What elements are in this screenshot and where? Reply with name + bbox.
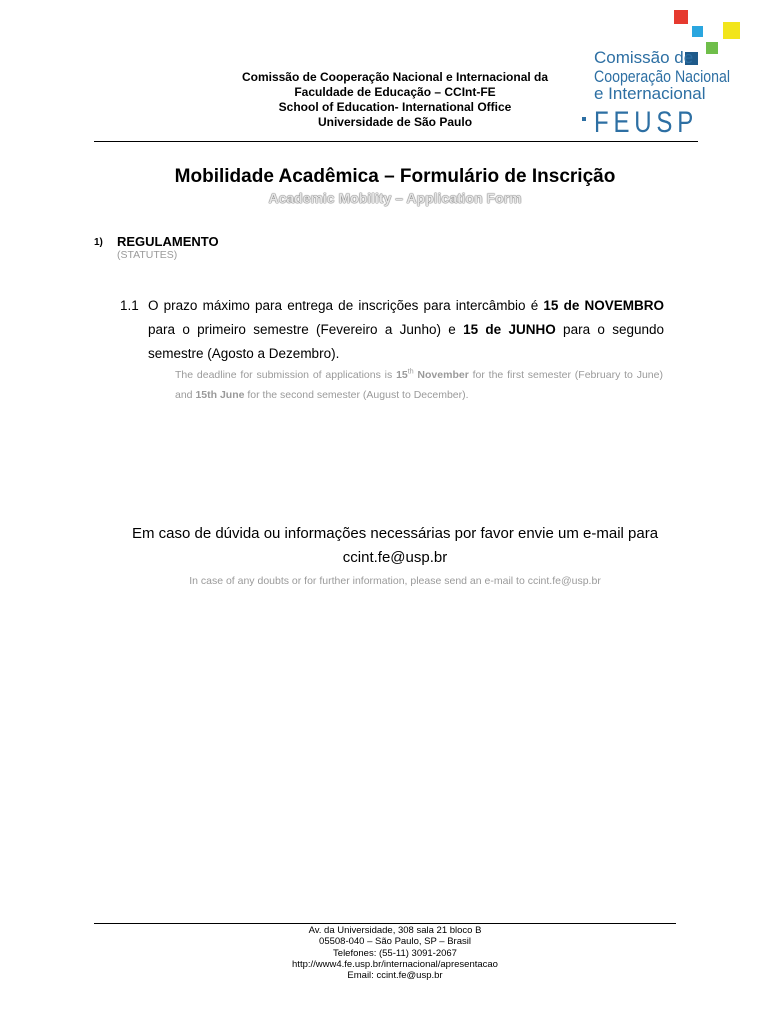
deadline-paragraph-en: [175, 365, 663, 405]
ccint-logo: [580, 8, 750, 138]
page-title: Mobilidade Acadêmica – Formulário de Inscrição: [174, 166, 616, 187]
deadline-en-day: 15: [396, 369, 408, 381]
header-line-4: Universidade de São Paulo: [317, 115, 473, 129]
footer-phone: Telefones: (55-11) 3091-2067: [333, 947, 457, 959]
office-header: [180, 70, 610, 130]
footer-city: 05508-040 – São Paulo, SP – Brasil: [319, 936, 471, 948]
deadline-date-2: 15 de JUNHO: [463, 322, 556, 337]
deadline-en-text-3: for the second semester (August to December).: [244, 389, 469, 401]
deadline-text-1: O prazo máximo para entrega de inscrições para intercâmbio é: [148, 298, 544, 313]
logo-square-red: [674, 10, 688, 24]
section-title: REGULAMENTO: [117, 234, 219, 249]
logo-dot: [582, 117, 586, 121]
logo-square-blue-small: [692, 26, 703, 37]
contact-en: In case of any doubts or for further information, please send an e-mail to ccint.fe@usp.br: [189, 575, 601, 587]
deadline-en-month: November: [413, 369, 469, 381]
section-number: 1): [94, 237, 103, 248]
item-number: 1.1: [120, 298, 139, 313]
header-line-1: Comissão de Cooperação Nacional e Internacional da: [241, 70, 549, 84]
header-line-3: School of Education- International Office: [278, 100, 512, 114]
footer-email: Email: ccint.fe@usp.br: [347, 970, 443, 982]
deadline-en-sup: th: [407, 368, 414, 376]
deadline-text-3: para o segundo semestre (Agosto a Dezembro).: [148, 322, 665, 361]
logo-line-3: e Internacional: [594, 84, 706, 103]
logo-square-green: [706, 42, 718, 54]
contact-pt: [0, 522, 770, 570]
logo-line-2: Cooperação Nacional: [594, 67, 730, 86]
contact-pt-line-1: Em caso de dúvida ou informações necessárias por favor envie um e-mail para: [131, 525, 659, 542]
section-subtitle: (STATUTES): [117, 249, 178, 261]
contact-email: ccint.fe@usp.br: [342, 549, 448, 566]
logo-brand: FEUSP: [594, 106, 698, 138]
deadline-en-date-2: 15th June: [195, 389, 245, 401]
footer-divider: [94, 923, 676, 924]
deadline-en-text-1: The deadline for submission of applications is: [175, 369, 397, 381]
footer-address: Av. da Universidade, 308 sala 21 bloco B: [308, 925, 482, 936]
footer: [0, 925, 770, 981]
logo-line-1: Comissão de: [594, 48, 694, 67]
header-divider: [94, 141, 698, 142]
header-line-2: Faculdade de Educação – CCInt-FE: [294, 85, 496, 99]
deadline-text-2: para o primeiro semestre (Fevereiro a Junho) e: [148, 322, 464, 337]
deadline-en-text-2: for the first semester (February to June) and: [175, 369, 663, 401]
deadline-date-1: 15 de NOVEMBRO: [543, 298, 665, 313]
logo-square-yellow: [723, 22, 740, 39]
page-subtitle: Academic Mobility – Application Form: [268, 190, 522, 206]
footer-url: http://www4.fe.usp.br/internacional/apresentacao: [292, 958, 498, 970]
deadline-paragraph-pt: [120, 294, 665, 366]
